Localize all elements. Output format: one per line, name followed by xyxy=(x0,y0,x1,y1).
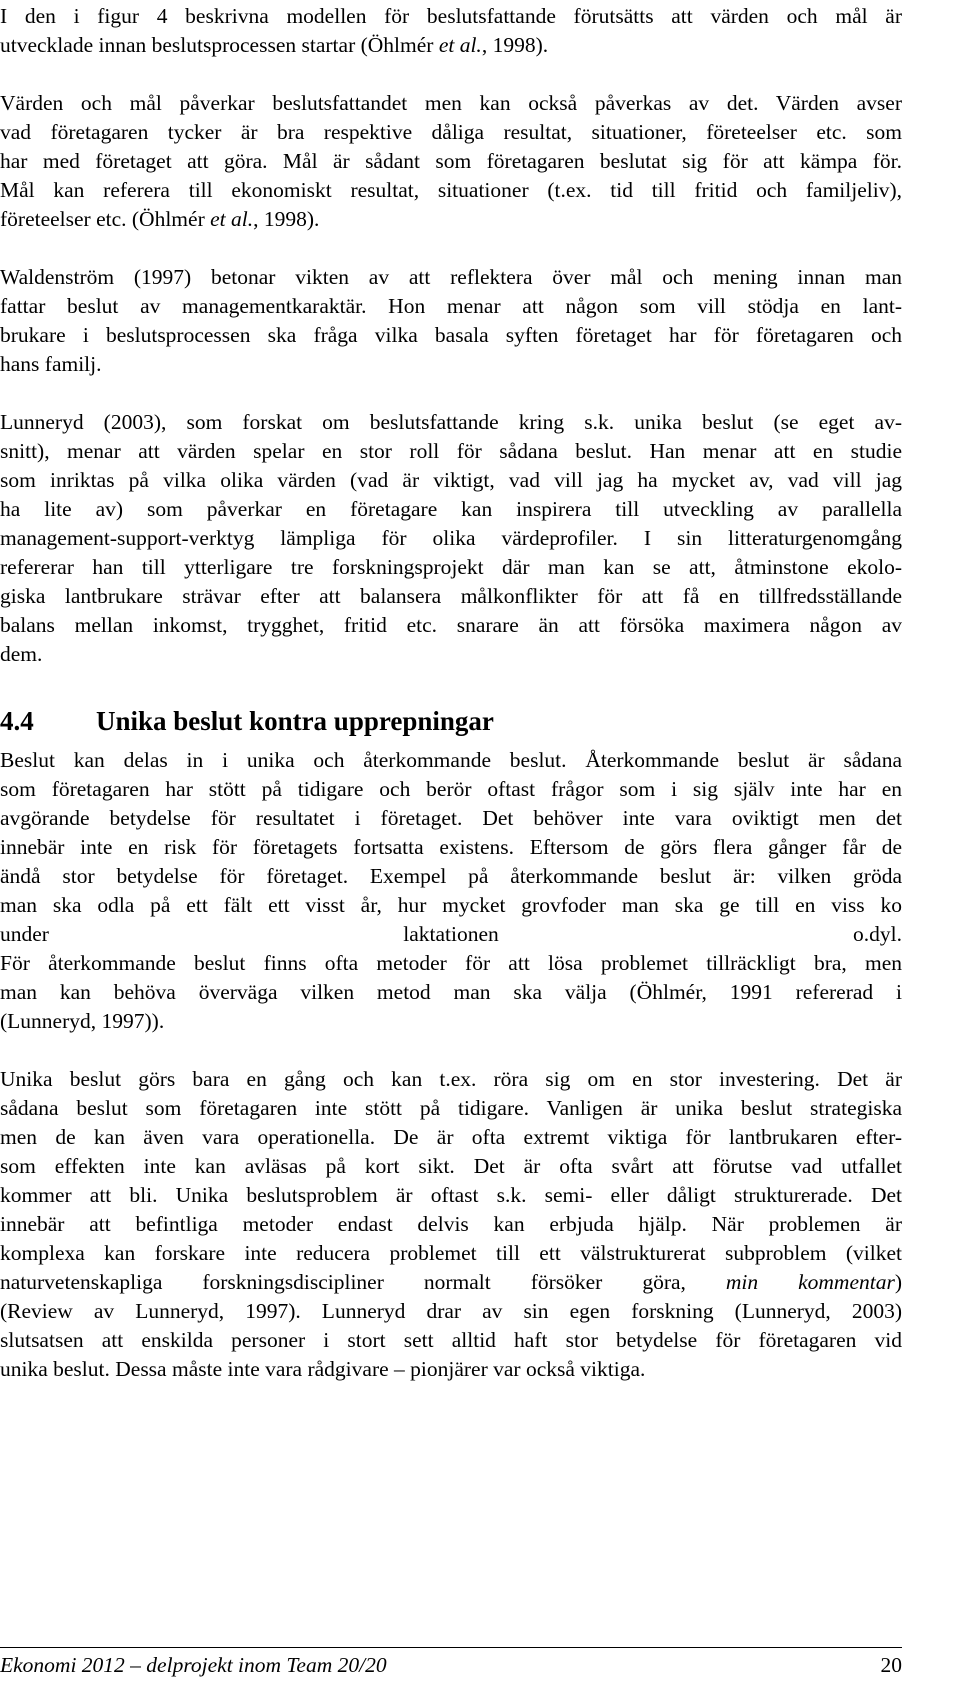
page-number: 20 xyxy=(880,1653,902,1677)
text-segment: komplexa kan forskare inte reducera problemet till ett välstrukturerat subproblem (vilket xyxy=(0,1241,902,1265)
section-heading xyxy=(0,704,494,738)
text-segment: balans mellan inkomst, trygghet, fritid etc. snarare än att försöka maximera någon av xyxy=(0,613,902,637)
text-segment: innebär att befintliga metoder endast delvis kan erbjuda hjälp. När problemen är xyxy=(0,1212,902,1236)
italic-text: et al. xyxy=(438,33,482,57)
text-segment: snitt), menar att värden spelar en stor roll för sådana beslut. Han menar att en studie xyxy=(0,439,902,463)
section-number: 4.4 xyxy=(0,706,34,736)
text-segment: Lunneryd (2003), som forskat om beslutsfattande kring s.k. unika beslut (se eget av- xyxy=(0,410,902,434)
text-line xyxy=(0,1007,164,1036)
page-footer xyxy=(0,1651,902,1681)
text-line xyxy=(0,524,902,553)
text-line xyxy=(0,321,902,350)
text-line xyxy=(0,205,319,234)
text-segment: slutsatsen att enskilda personer i stort sett alltid haft stor betydelse för företagaren vid xyxy=(0,1328,902,1352)
footer-rule xyxy=(0,1647,902,1648)
text-line xyxy=(0,1326,902,1355)
text-line xyxy=(0,775,902,804)
text-segment: , 1998). xyxy=(481,33,549,57)
text-segment: naturvetenskapliga forskningsdiscipliner normalt försöker göra, xyxy=(0,1270,726,1294)
text-line xyxy=(0,437,902,466)
text-line xyxy=(0,553,902,582)
text-line xyxy=(0,920,902,949)
text-segment: Waldenström (1997) betonar vikten av att reflektera över mål och mening innan man xyxy=(0,265,902,289)
text-segment: under laktationen o.dyl. xyxy=(0,922,902,946)
text-segment: kommer att bli. Unika beslutsproblem är oftast s.k. semi- eller dåligt strukturerade. Det xyxy=(0,1183,902,1207)
text-line xyxy=(0,804,902,833)
text-segment: brukare i beslutsprocessen ska fråga vilka basala syften företaget har för företagaren och xyxy=(0,323,902,347)
text-segment: Mål kan referera till ekonomiskt resultat, situationer (t.ex. tid till fritid och familjeliv), xyxy=(0,178,902,202)
text-segment: , 1998). xyxy=(253,207,320,231)
text-line xyxy=(0,978,902,1007)
text-segment: sådana beslut som företagaren inte stött på tidigare. Vanligen är unika beslut strategiska xyxy=(0,1096,902,1120)
text-segment: refererar han till ytterligare tre forskningsprojekt där man kan se att, åtminstone ekolo- xyxy=(0,555,902,579)
text-line xyxy=(0,1181,902,1210)
text-line xyxy=(0,1123,902,1152)
text-line xyxy=(0,147,902,176)
text-line xyxy=(0,611,902,640)
text-line xyxy=(0,176,902,205)
text-line xyxy=(0,1210,902,1239)
text-segment: Värden och mål påverkar beslutsfattandet men kan också påverkas av det. Värden avser xyxy=(0,91,902,115)
text-segment: (Review av Lunneryd, 1997). Lunneryd drar av sin egen forskning (Lunneryd, 2003) xyxy=(0,1299,902,1323)
text-line xyxy=(0,118,902,147)
text-segment: man kan behöva överväga vilken metod man ska välja (Öhlmér, 1991 refererad i xyxy=(0,980,902,1004)
text-line xyxy=(0,891,902,920)
text-segment: ha lite av) som påverkar en företagare kan inspirera till utveckling av parallella xyxy=(0,497,902,521)
text-line xyxy=(0,949,902,978)
text-line xyxy=(0,2,902,31)
text-line xyxy=(0,1355,645,1384)
text-segment: I den i figur 4 beskrivna modellen för beslutsfattande förutsätts att värden och mål är xyxy=(0,4,902,28)
italic-text: et al. xyxy=(210,207,254,231)
text-segment: som företagaren har stött på tidigare och berör oftast frågor som i sig själv inte har en xyxy=(0,777,902,801)
text-line xyxy=(0,582,902,611)
text-line xyxy=(0,1152,902,1181)
text-line xyxy=(0,263,902,292)
text-segment: men de kan även vara operationella. De är ofta extremt viktiga för lantbrukaren efter- xyxy=(0,1125,902,1149)
text-segment: (Lunneryd, 1997)). xyxy=(0,1009,165,1033)
text-segment: ändå stor betydelse för företaget. Exempel på återkommande beslut är: vilken gröda xyxy=(0,864,902,888)
text-line xyxy=(0,1268,902,1297)
text-segment: man ska odla på ett fält ett visst år, hur mycket grovfoder man ska ge till en viss ko xyxy=(0,893,902,917)
footer-text: Ekonomi 2012 – delprojekt inom Team 20/20 xyxy=(0,1653,387,1677)
text-line xyxy=(0,89,902,118)
text-segment: avgörande betydelse för resultatet i företaget. Det behöver inte vara oviktigt men det xyxy=(0,806,902,830)
text-segment: management-support-verktyg lämpliga för olika värdeprofiler. I sin litteraturgenomgång xyxy=(0,526,902,550)
text-line xyxy=(0,495,902,524)
text-segment: giska lantbrukare strävar efter att balansera målkonflikter för att få en tillfredsställande xyxy=(0,584,902,608)
text-line xyxy=(0,862,902,891)
text-segment: ) xyxy=(894,1270,902,1294)
text-segment: Beslut kan delas in i unika och återkommande beslut. Återkommande beslut är sådana xyxy=(0,748,902,772)
text-segment: vad företagaren tycker är bra respektive dåliga resultat, situationer, företeelser etc. som xyxy=(0,120,902,144)
text-line xyxy=(0,1094,902,1123)
text-segment: fattar beslut av managementkaraktär. Hon menar att någon som vill stödja en lant- xyxy=(0,294,902,318)
text-segment: har med företaget att göra. Mål är sådant som företagaren beslutat sig för att kämpa för. xyxy=(0,149,902,173)
text-line xyxy=(0,408,902,437)
italic-text: min kommentar xyxy=(725,1270,895,1294)
text-segment: hans familj. xyxy=(0,352,102,376)
text-segment: företeelser etc. (Öhlmér xyxy=(0,207,211,231)
text-line xyxy=(0,1297,902,1326)
text-line xyxy=(0,746,902,775)
text-line xyxy=(0,350,102,379)
text-line xyxy=(0,833,902,862)
text-segment: som inriktas på vilka olika värden (vad är viktigt, vad vill jag ha mycket av, vad vill jag xyxy=(0,468,902,492)
text-line xyxy=(0,1065,902,1094)
text-segment: unika beslut. Dessa måste inte vara rådgivare – pionjärer var också viktiga. xyxy=(0,1357,646,1381)
text-segment: För återkommande beslut finns ofta metoder för att lösa problemet tillräckligt bra, men xyxy=(0,951,902,975)
text-segment: som effekten inte kan avläsas på kort sikt. Det är ofta svårt att förutse vad utfallet xyxy=(0,1154,902,1178)
text-line xyxy=(0,466,902,495)
text-segment: utvecklade innan beslutsprocessen startar (Öhlmér xyxy=(0,33,439,57)
text-segment: innebär inte en risk för företagets fortsatta existens. Eftersom de görs flera gånger får de xyxy=(0,835,902,859)
text-line xyxy=(0,31,548,60)
text-line xyxy=(0,640,42,669)
text-segment: Unika beslut görs bara en gång och kan t.ex. röra sig om en stor investering. Det är xyxy=(0,1067,902,1091)
text-line xyxy=(0,292,902,321)
text-line xyxy=(0,1239,902,1268)
section-title: Unika beslut kontra upprepningar xyxy=(96,706,494,736)
text-segment: dem. xyxy=(0,642,43,666)
